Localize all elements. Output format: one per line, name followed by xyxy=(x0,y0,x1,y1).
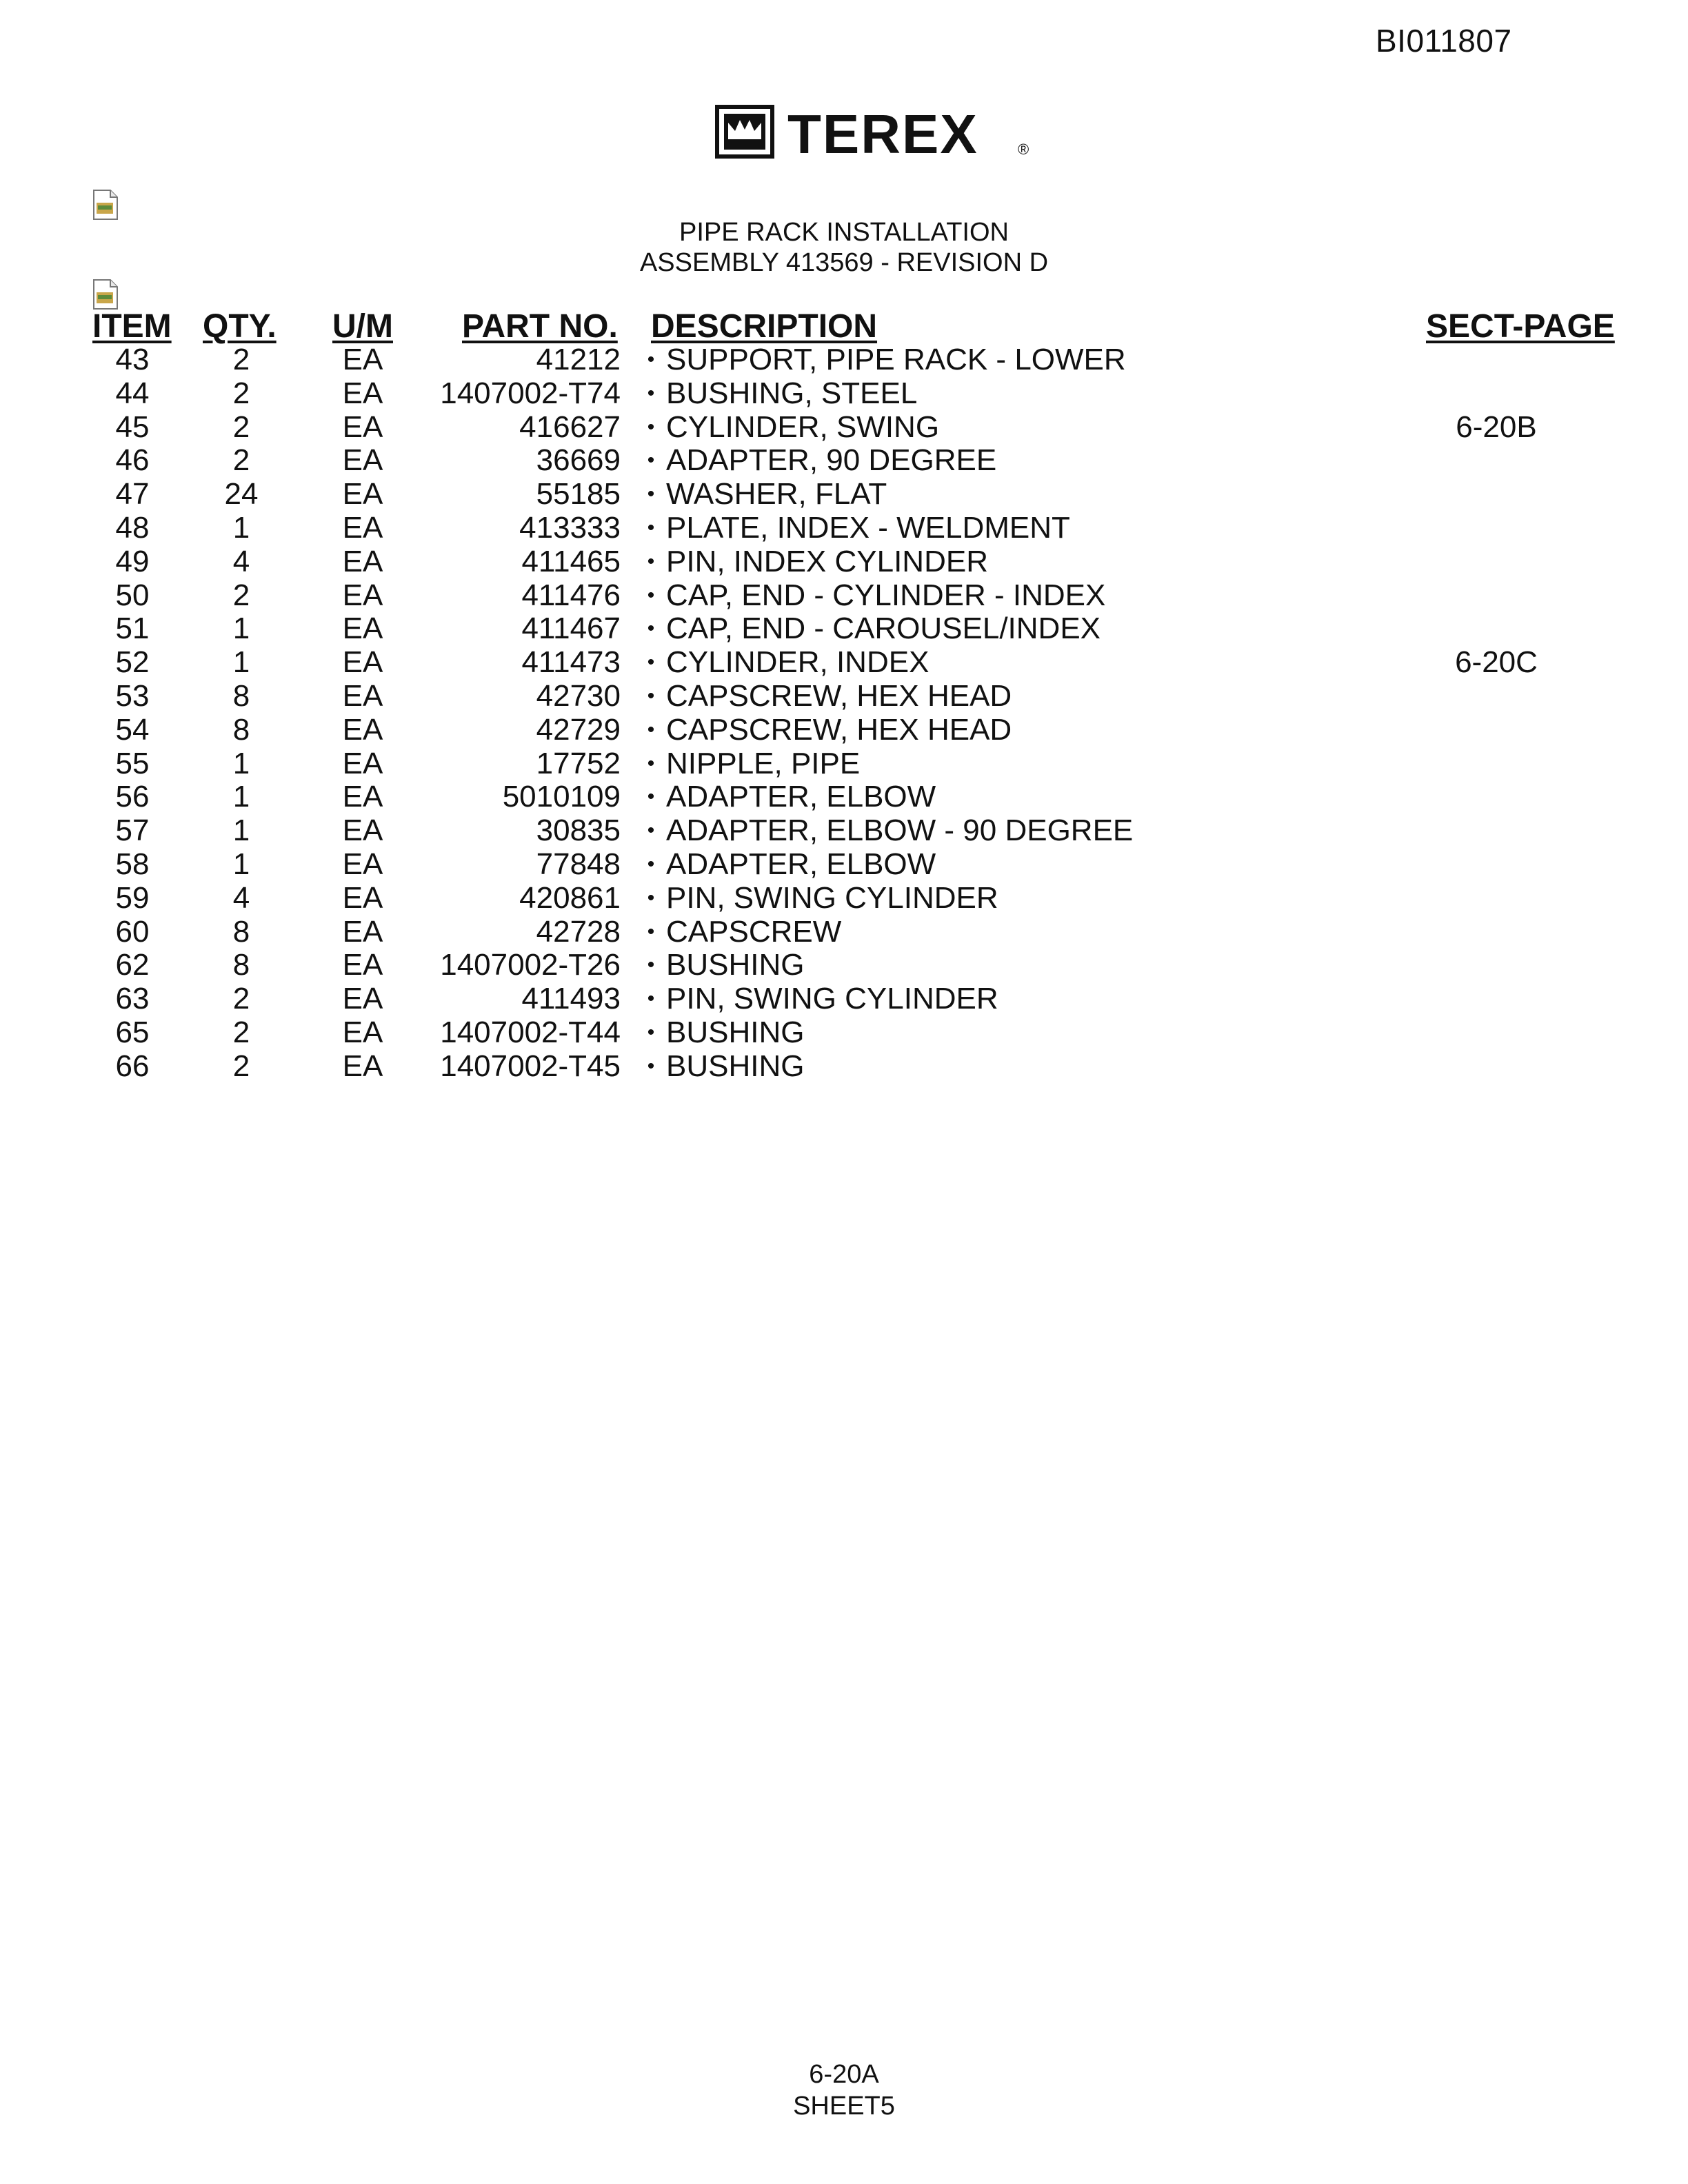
bullet-marker: • xyxy=(647,1054,655,1078)
bullet-marker: • xyxy=(647,348,655,371)
unit-of-measure: EA xyxy=(342,510,383,545)
quantity: 1 xyxy=(232,847,250,881)
part-number: 41212 xyxy=(536,343,621,376)
item-number: 53 xyxy=(115,678,150,713)
quantity: 2 xyxy=(232,376,250,410)
table-row xyxy=(0,612,1688,646)
crown-logo-icon xyxy=(714,103,1038,165)
part-number: 42729 xyxy=(536,712,621,747)
bullet-marker: • xyxy=(647,381,655,405)
table-row xyxy=(0,982,1688,1016)
unit-of-measure: EA xyxy=(342,813,383,848)
part-number: 411467 xyxy=(521,611,621,646)
description: PIN, SWING CYLINDER xyxy=(666,880,998,915)
description: ADAPTER, ELBOW xyxy=(666,780,936,814)
item-number: 48 xyxy=(115,510,150,545)
bullet-marker: • xyxy=(647,415,655,438)
part-number: 416627 xyxy=(519,410,621,444)
item-number: 50 xyxy=(115,578,150,612)
part-number: 36669 xyxy=(536,443,621,478)
description: CAPSCREW, HEX HEAD xyxy=(666,712,1012,747)
header-desc: DESCRIPTION xyxy=(651,308,878,345)
table-row xyxy=(0,848,1688,882)
item-number: 65 xyxy=(115,1015,150,1049)
table-row xyxy=(0,780,1688,814)
part-number: 42728 xyxy=(536,914,621,949)
page-title: PIPE RACK INSTALLATION xyxy=(679,218,1009,247)
item-number: 44 xyxy=(115,376,150,410)
document-image-icon xyxy=(91,189,120,221)
table-row xyxy=(0,1050,1688,1084)
part-number: 413333 xyxy=(519,510,621,545)
table-row xyxy=(0,747,1688,781)
unit-of-measure: EA xyxy=(342,914,383,949)
unit-of-measure: EA xyxy=(342,780,383,814)
table-row xyxy=(0,478,1688,512)
part-number: 411465 xyxy=(521,544,621,578)
bullet-marker: • xyxy=(647,583,655,607)
description: PIN, INDEX CYLINDER xyxy=(666,544,988,578)
quantity: 2 xyxy=(232,410,250,444)
item-number: 58 xyxy=(115,847,150,881)
unit-of-measure: EA xyxy=(342,712,383,747)
unit-of-measure: EA xyxy=(342,1015,383,1049)
item-number: 43 xyxy=(115,343,150,376)
quantity: 1 xyxy=(232,611,250,646)
table-row xyxy=(0,579,1688,613)
item-number: 46 xyxy=(115,443,150,478)
assembly-subtitle: ASSEMBLY 413569 - REVISION D xyxy=(639,248,1049,277)
part-number: 411473 xyxy=(521,645,621,680)
header-part: PART NO. xyxy=(462,308,618,345)
description: CAPSCREW, HEX HEAD xyxy=(666,678,1012,713)
sect-page: 6-20B xyxy=(1456,410,1537,444)
unit-of-measure: EA xyxy=(342,443,383,478)
quantity: 1 xyxy=(232,510,250,545)
description: CYLINDER, SWING xyxy=(666,410,940,444)
terex-logo xyxy=(714,103,1038,165)
quantity: 4 xyxy=(232,544,250,578)
part-number: 1407002-T26 xyxy=(440,948,621,982)
quantity: 1 xyxy=(232,813,250,848)
item-number: 55 xyxy=(115,746,150,780)
item-number: 59 xyxy=(115,880,150,915)
part-number: 42730 xyxy=(536,678,621,713)
unit-of-measure: EA xyxy=(342,982,383,1016)
part-number: 411476 xyxy=(521,578,621,612)
item-number: 57 xyxy=(115,813,150,848)
bullet-marker: • xyxy=(647,886,655,909)
bullet-marker: • xyxy=(647,819,655,842)
table-row xyxy=(0,444,1688,478)
sheet-label: SHEET5 xyxy=(793,2092,895,2121)
table-row xyxy=(0,545,1688,579)
quantity: 8 xyxy=(232,678,250,713)
item-number: 51 xyxy=(115,611,150,646)
bullet-marker: • xyxy=(647,987,655,1011)
bullet-marker: • xyxy=(647,953,655,977)
bullet-marker: • xyxy=(647,785,655,809)
item-number: 66 xyxy=(115,1049,150,1083)
part-number: 55185 xyxy=(536,477,621,512)
quantity: 24 xyxy=(224,477,259,512)
description: NIPPLE, PIPE xyxy=(666,746,861,780)
quantity: 1 xyxy=(232,746,250,780)
unit-of-measure: EA xyxy=(342,847,383,881)
description: BUSHING xyxy=(666,948,805,982)
part-number: 1407002-T44 xyxy=(440,1015,621,1049)
part-number: 77848 xyxy=(536,847,621,881)
unit-of-measure: EA xyxy=(342,1049,383,1083)
item-number: 54 xyxy=(115,712,150,747)
table-row xyxy=(0,343,1688,377)
bullet-marker: • xyxy=(647,920,655,943)
unit-of-measure: EA xyxy=(342,410,383,444)
quantity: 2 xyxy=(232,578,250,612)
unit-of-measure: EA xyxy=(342,544,383,578)
unit-of-measure: EA xyxy=(342,678,383,713)
description: BUSHING xyxy=(666,1015,805,1049)
table-row xyxy=(0,714,1688,747)
bullet-marker: • xyxy=(647,718,655,741)
description: WASHER, FLAT xyxy=(666,477,887,512)
description: CAP, END - CAROUSEL/INDEX xyxy=(666,611,1101,646)
table-row xyxy=(0,646,1688,680)
description: PLATE, INDEX - WELDMENT xyxy=(666,510,1070,545)
item-number: 52 xyxy=(115,645,150,680)
description: ADAPTER, ELBOW - 90 DEGREE xyxy=(666,813,1134,848)
quantity: 8 xyxy=(232,712,250,747)
quantity: 8 xyxy=(232,914,250,949)
bullet-marker: • xyxy=(647,549,655,573)
unit-of-measure: EA xyxy=(342,578,383,612)
unit-of-measure: EA xyxy=(342,645,383,680)
item-number: 56 xyxy=(115,780,150,814)
bullet-marker: • xyxy=(647,617,655,640)
table-row xyxy=(0,377,1688,411)
unit-of-measure: EA xyxy=(342,477,383,512)
document-image-icon xyxy=(91,279,120,310)
description: BUSHING xyxy=(666,1049,805,1083)
unit-of-measure: EA xyxy=(342,343,383,376)
part-number: 17752 xyxy=(536,746,621,780)
table-row xyxy=(0,512,1688,545)
quantity: 8 xyxy=(232,948,250,982)
quantity: 1 xyxy=(232,645,250,680)
part-number: 411493 xyxy=(521,982,621,1016)
bullet-marker: • xyxy=(647,852,655,876)
table-row xyxy=(0,949,1688,982)
description: BUSHING, STEEL xyxy=(666,376,918,410)
part-number: 5010109 xyxy=(502,780,621,814)
trademark: ® xyxy=(1018,141,1029,158)
part-number: 1407002-T45 xyxy=(440,1049,621,1083)
description: PIN, SWING CYLINDER xyxy=(666,982,998,1016)
unit-of-measure: EA xyxy=(342,746,383,780)
part-number: 1407002-T74 xyxy=(440,376,621,410)
item-number: 63 xyxy=(115,982,150,1016)
bullet-marker: • xyxy=(647,483,655,506)
quantity: 2 xyxy=(232,1015,250,1049)
quantity: 2 xyxy=(232,443,250,478)
header-qty: QTY. xyxy=(203,308,277,345)
description: ADAPTER, ELBOW xyxy=(666,847,936,881)
table-row xyxy=(0,1016,1688,1050)
unit-of-measure: EA xyxy=(342,880,383,915)
unit-of-measure: EA xyxy=(342,611,383,646)
item-number: 45 xyxy=(115,410,150,444)
parts-table xyxy=(0,343,1688,1084)
quantity: 2 xyxy=(232,1049,250,1083)
item-number: 49 xyxy=(115,544,150,578)
table-row xyxy=(0,411,1688,445)
bullet-marker: • xyxy=(647,449,655,472)
quantity: 1 xyxy=(232,780,250,814)
table-row xyxy=(0,882,1688,916)
bullet-marker: • xyxy=(647,684,655,707)
description: CAP, END - CYLINDER - INDEX xyxy=(666,578,1106,612)
bullet-marker: • xyxy=(647,1020,655,1044)
quantity: 4 xyxy=(232,880,250,915)
unit-of-measure: EA xyxy=(342,948,383,982)
bullet-marker: • xyxy=(647,651,655,674)
table-row xyxy=(0,680,1688,714)
description: CAPSCREW xyxy=(666,914,842,949)
document-id: BI011807 xyxy=(1376,23,1512,59)
description: CYLINDER, INDEX xyxy=(666,645,930,680)
header-sect: SECT-PAGE xyxy=(1426,308,1615,345)
description: ADAPTER, 90 DEGREE xyxy=(666,443,997,478)
sect-page: 6-20C xyxy=(1455,645,1538,680)
table-row xyxy=(0,814,1688,848)
part-number: 30835 xyxy=(536,813,621,848)
part-number: 420861 xyxy=(519,880,621,915)
unit-of-measure: EA xyxy=(342,376,383,410)
quantity: 2 xyxy=(232,982,250,1016)
brand-name: TEREX xyxy=(787,103,978,165)
quantity: 2 xyxy=(232,343,250,376)
bullet-marker: • xyxy=(647,751,655,775)
description: SUPPORT, PIPE RACK - LOWER xyxy=(666,343,1126,376)
item-number: 60 xyxy=(115,914,150,949)
item-number: 62 xyxy=(115,948,150,982)
table-row xyxy=(0,916,1688,949)
header-um: U/M xyxy=(332,308,393,345)
page-number: 6-20A xyxy=(809,2060,879,2089)
header-item: ITEM xyxy=(92,308,172,345)
item-number: 47 xyxy=(115,477,150,512)
bullet-marker: • xyxy=(647,516,655,539)
